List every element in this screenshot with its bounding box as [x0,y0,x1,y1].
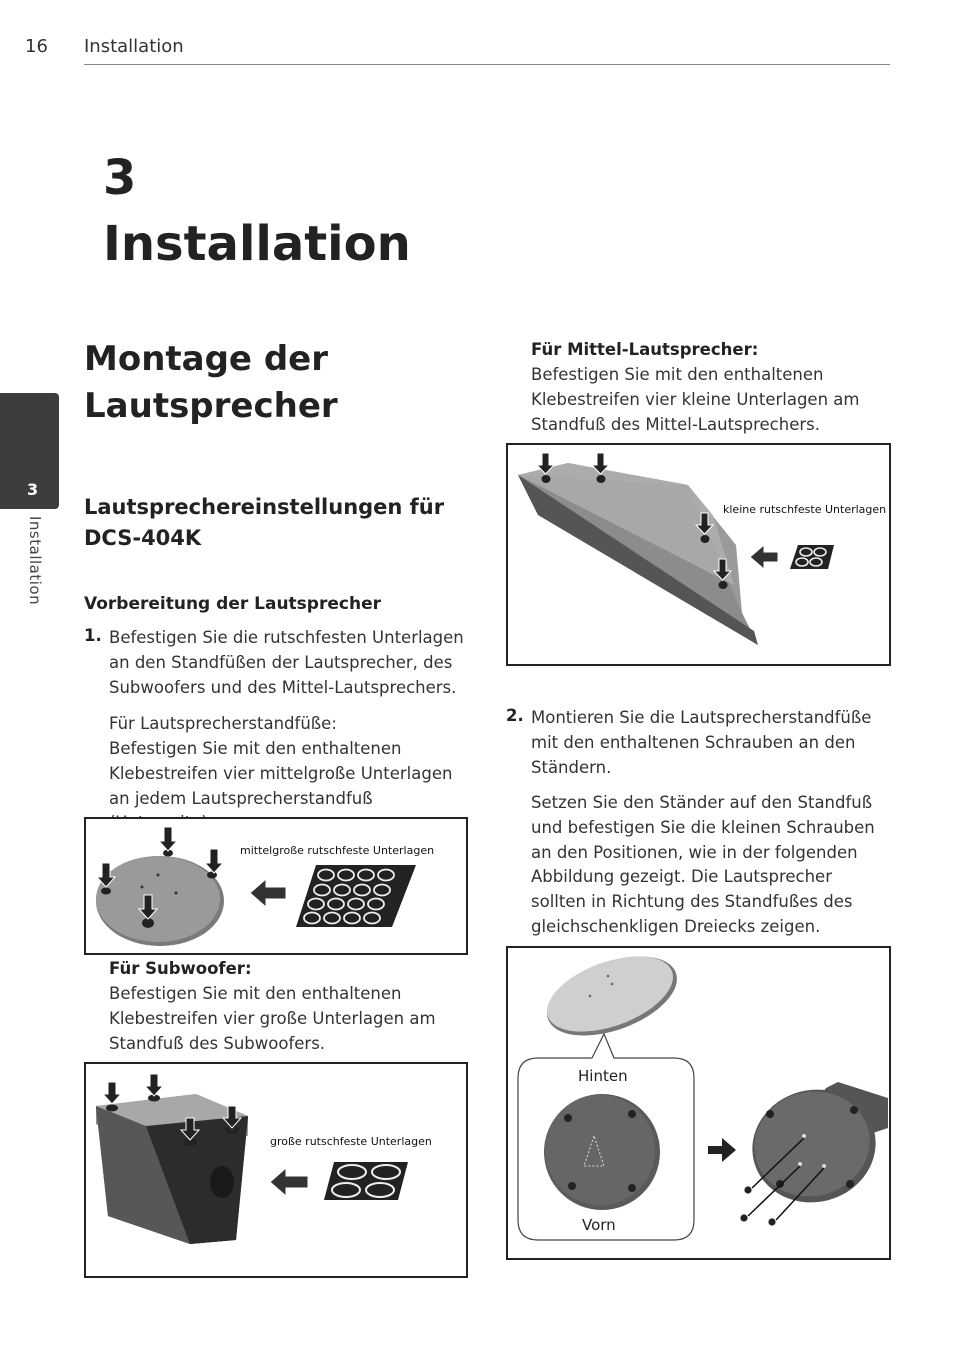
subwoofer-pads-figure [84,1062,468,1278]
subwoofer-pads-illustration [86,1064,466,1276]
step2-text2: Setzen Sie den Ständer auf den Standfuß und befestigen Sie die kleinen Schrauben an den Positionen, wie in der folgenden Abbildung gezeigt. Die Lautsprecher sollten in Richtung des Standfußes des gleichschenkligen Dreiecks zeigen. [531,793,875,936]
stand-assembly-illustration [508,948,889,1258]
stand-text: Befestigen Sie mit den enthaltenen Klebestreifen vier mittelgroße Unterlagen an jedem Lautsprecherstandfuß [109,739,453,808]
label-front: Vorn [582,1216,616,1234]
subsection-heading: Lautsprechereinstellungen für DCS-404K [84,495,445,550]
step2-number: 2. [506,706,524,725]
center-pads-figure [506,443,891,666]
subwoofer-title: Für Subwoofer: [109,959,252,978]
stand-pads-label: mittelgroße rutschfeste Unterlagen [240,844,435,857]
side-tab-number: 3 [27,480,39,499]
center-text: Befestigen Sie mit den enthaltenen Klebestreifen vier kleine Unterlagen am Standfuß des Mittel-Lautsprechers. [531,365,860,434]
chapter-number: 3 [103,150,137,206]
section-heading: Montage der Lautsprecher [84,339,338,426]
prep-heading: Vorbereitung der Lautsprecher [84,594,381,614]
step1-text: Befestigen Sie die rutschfesten Unterlagen an den Standfüßen der Lautsprecher, des Subwoofers und des Mittel-Lautsprechers. [109,628,464,697]
stand-assembly-figure [506,946,891,1260]
label-back: Hinten [578,1067,628,1085]
center-pads-label: kleine rutschfeste Unterlagen [723,503,887,516]
running-header: Installation [84,36,184,57]
stand-title: Für Lautsprecherstandfüße: [109,714,337,733]
side-tab-label: Installation [26,516,44,606]
page-number: 16 [25,36,48,57]
center-pads-illustration [508,445,889,664]
chapter-title: Installation [103,216,411,272]
subwoofer-text: Befestigen Sie mit den enthaltenen Klebestreifen vier große Unterlagen am Standfuß des Subwoofers. [109,984,436,1053]
header-rule [84,64,890,65]
center-title: Für Mittel-Lautsprecher: [531,340,759,359]
stand-pads-figure [84,817,468,955]
subwoofer-pads-label: große rutschfeste Unterlagen [270,1135,432,1148]
stand-pads-illustration [86,819,466,953]
step1-number: 1. [84,626,102,645]
step2-text: Montieren Sie die Lautsprecherstandfüße mit den enthaltenen Schrauben an den Ständern. [531,708,872,777]
